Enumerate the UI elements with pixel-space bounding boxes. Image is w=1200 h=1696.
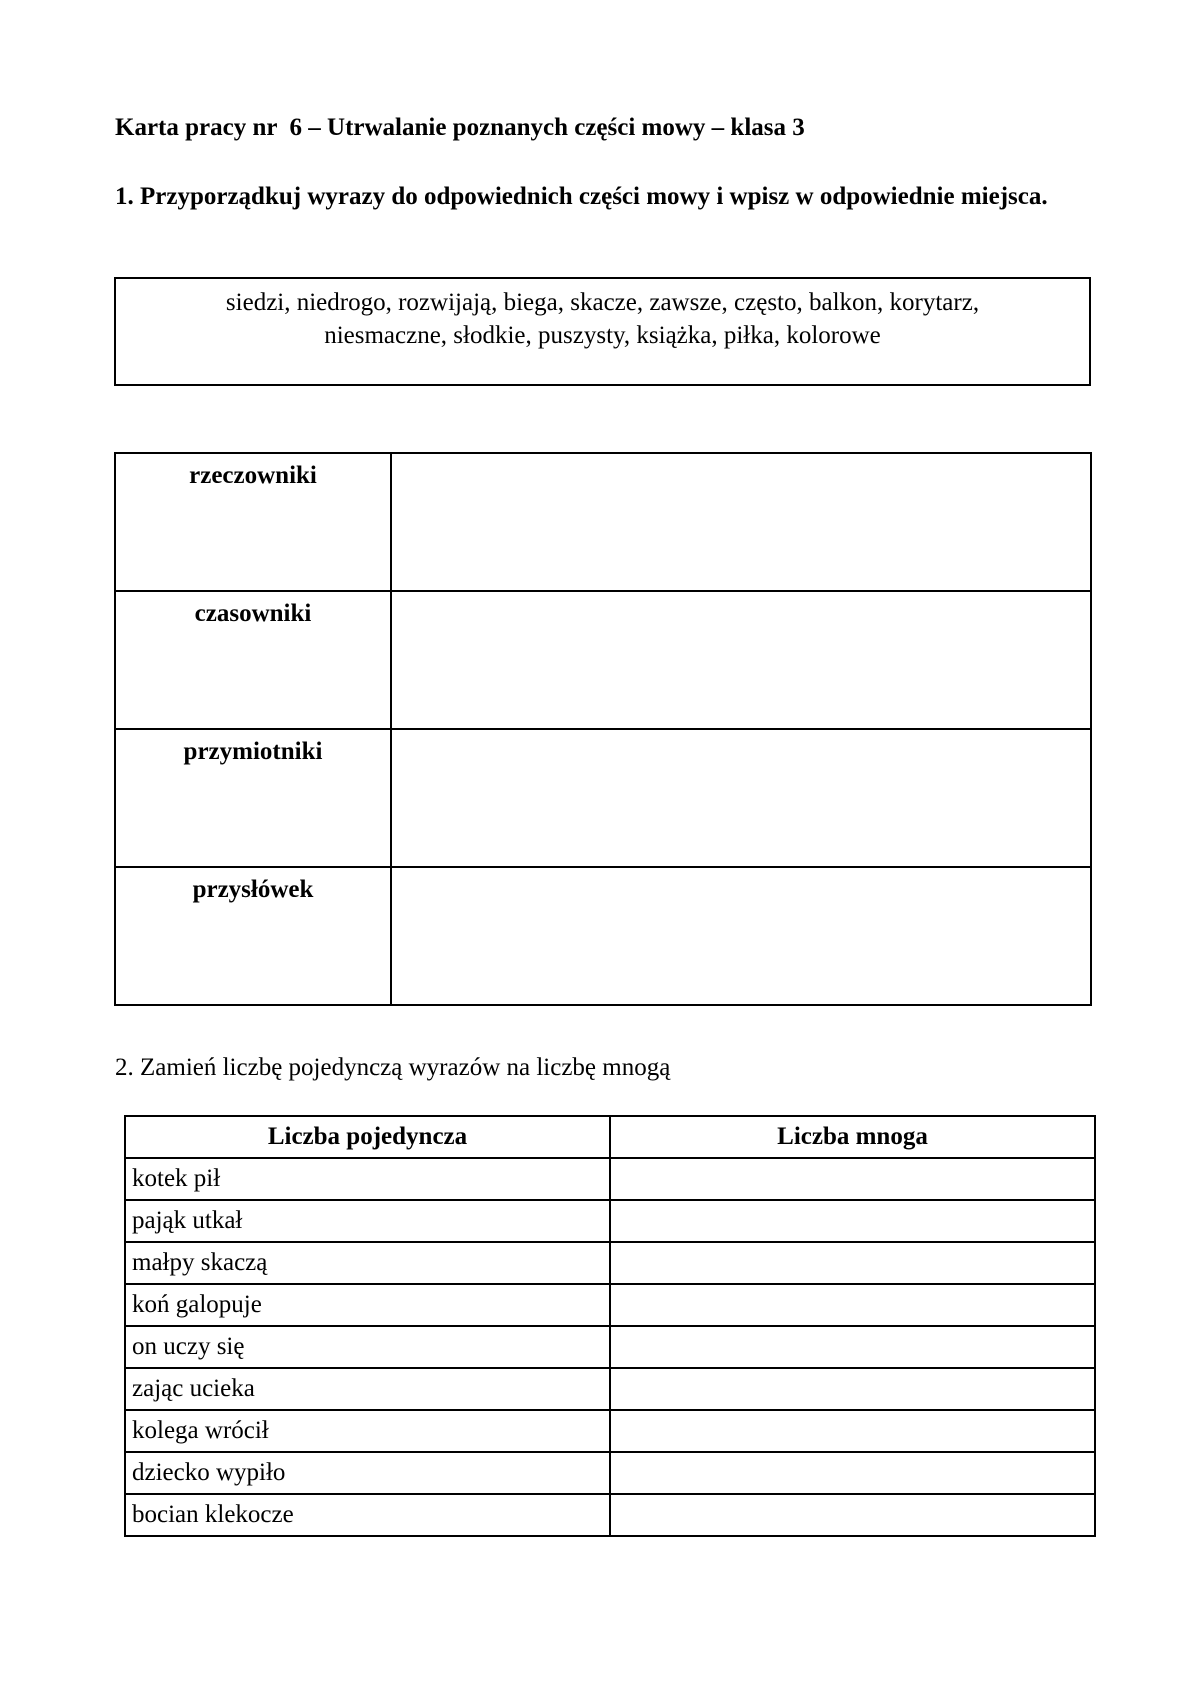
table-row: [125, 1200, 1095, 1242]
singular-cell: kotek pił: [125, 1158, 610, 1200]
word-bank-box: [114, 277, 1091, 386]
parts-of-speech-table: [114, 452, 1092, 1006]
singular-cell: dziecko wypiło: [125, 1452, 610, 1494]
plural-answer-cell[interactable]: [610, 1284, 1095, 1326]
plural-answer-cell[interactable]: [610, 1242, 1095, 1284]
table-row: [125, 1452, 1095, 1494]
table-row: [115, 729, 1091, 867]
answer-cell[interactable]: [391, 591, 1091, 729]
table-row: [115, 453, 1091, 591]
table-row: [125, 1158, 1095, 1200]
plural-answer-cell[interactable]: [610, 1410, 1095, 1452]
answer-cell[interactable]: [391, 453, 1091, 591]
table-row: [125, 1368, 1095, 1410]
word-bank-line-2: niesmaczne, słodkie, puszysty, książka, piłka, kolorowe: [324, 322, 881, 349]
plural-table: [124, 1115, 1096, 1537]
category-label: rzeczowniki: [115, 453, 391, 591]
header-singular: Liczba pojedyncza: [125, 1116, 610, 1158]
plural-answer-cell[interactable]: [610, 1452, 1095, 1494]
table-header-row: [125, 1116, 1095, 1158]
task2-instruction: 2. Zamień liczbę pojedynczą wyrazów na liczbę mnogą: [115, 1054, 671, 1081]
header-plural: Liczba mnoga: [610, 1116, 1095, 1158]
category-label: czasowniki: [115, 591, 391, 729]
plural-answer-cell[interactable]: [610, 1326, 1095, 1368]
worksheet-title: Karta pracy nr 6 – Utrwalanie poznanych części mowy – klasa 3: [115, 114, 805, 141]
singular-cell: on uczy się: [125, 1326, 610, 1368]
singular-cell: małpy skaczą: [125, 1242, 610, 1284]
singular-cell: kolega wrócił: [125, 1410, 610, 1452]
answer-cell[interactable]: [391, 729, 1091, 867]
table-row: [125, 1494, 1095, 1536]
category-label: przysłówek: [115, 867, 391, 1005]
plural-answer-cell[interactable]: [610, 1494, 1095, 1536]
category-label: przymiotniki: [115, 729, 391, 867]
singular-cell: zając ucieka: [125, 1368, 610, 1410]
singular-cell: pająk utkał: [125, 1200, 610, 1242]
table-row: [125, 1410, 1095, 1452]
table-row: [115, 867, 1091, 1005]
singular-cell: koń galopuje: [125, 1284, 610, 1326]
plural-answer-cell[interactable]: [610, 1200, 1095, 1242]
table-row: [125, 1326, 1095, 1368]
table-row: [115, 591, 1091, 729]
word-bank-line-1: siedzi, niedrogo, rozwijają, biega, skacze, zawsze, często, balkon, korytarz,: [225, 289, 980, 316]
table-row: [125, 1242, 1095, 1284]
plural-answer-cell[interactable]: [610, 1158, 1095, 1200]
answer-cell[interactable]: [391, 867, 1091, 1005]
plural-answer-cell[interactable]: [610, 1368, 1095, 1410]
singular-cell: bocian klekocze: [125, 1494, 610, 1536]
table-row: [125, 1284, 1095, 1326]
task1-instruction: 1. Przyporządkuj wyrazy do odpowiednich części mowy i wpisz w odpowiednie miejsca.: [115, 183, 1048, 210]
